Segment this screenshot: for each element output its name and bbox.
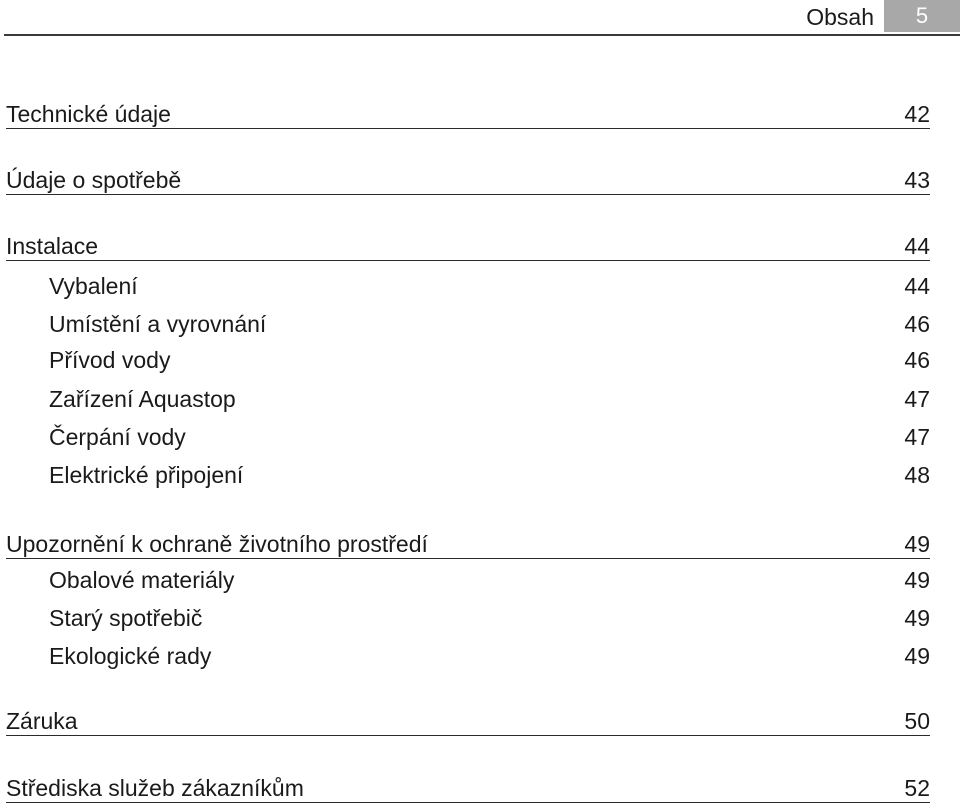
toc-item-title: Čerpání vody (49, 424, 186, 450)
toc-section-title: Záruka (6, 708, 78, 734)
toc-item-aquastop[interactable] (49, 385, 930, 413)
header-divider (4, 34, 960, 36)
toc-item-water-inlet[interactable] (49, 346, 930, 374)
toc-section-page: 42 (904, 101, 930, 127)
toc-section-page: 50 (904, 708, 930, 734)
toc-section-title: Údaje o spotřebě (6, 167, 182, 193)
toc-item-title: Vybalení (49, 273, 138, 299)
toc-section-page: 43 (904, 167, 930, 193)
header-title: Obsah (806, 4, 874, 30)
toc-section-page: 44 (904, 233, 930, 259)
toc-item-title: Umístění a vyrovnání (49, 311, 267, 337)
toc-item-title: Zařízení Aquastop (49, 386, 236, 412)
toc-section-page: 49 (904, 531, 930, 557)
toc-item-unpacking[interactable] (49, 272, 930, 300)
toc-item-packaging[interactable] (49, 566, 930, 594)
toc-item-old-appliance[interactable] (49, 604, 930, 632)
toc-section-technical-data[interactable] (6, 100, 930, 129)
toc-item-placement[interactable] (49, 310, 930, 338)
page-number-badge: 5 (884, 0, 960, 32)
toc-section-page: 52 (904, 775, 930, 801)
toc-item-title: Obalové materiály (49, 567, 235, 593)
toc-item-page: 49 (904, 643, 930, 669)
toc-item-title: Přívod vody (49, 347, 171, 373)
toc-section-environment[interactable] (6, 530, 930, 559)
toc-section-warranty[interactable] (6, 707, 930, 736)
toc-item-page: 49 (904, 605, 930, 631)
toc-item-page: 46 (904, 311, 930, 337)
toc-section-title: Upozornění k ochraně životního prostředí (6, 531, 428, 557)
toc-item-eco-tips[interactable] (49, 642, 930, 670)
toc-item-page: 47 (904, 424, 930, 450)
toc-item-page: 47 (904, 386, 930, 412)
toc-item-page: 48 (904, 462, 930, 488)
toc-item-page: 46 (904, 347, 930, 373)
toc-item-title: Starý spotřebič (49, 605, 203, 631)
toc-section-title: Střediska služeb zákazníkům (6, 775, 304, 801)
toc-item-title: Ekologické rady (49, 643, 212, 669)
toc-item-page: 44 (904, 273, 930, 299)
page-header (0, 0, 960, 36)
toc-item-electrical[interactable] (49, 461, 930, 489)
toc-item-title: Elektrické připojení (49, 462, 244, 488)
toc-section-installation[interactable] (6, 232, 930, 261)
toc-section-consumption[interactable] (6, 166, 930, 195)
toc-section-title: Instalace (6, 233, 99, 259)
toc-item-water-pumping[interactable] (49, 423, 930, 451)
toc-section-service-centers[interactable] (6, 774, 930, 803)
toc-item-page: 49 (904, 567, 930, 593)
toc-section-title: Technické údaje (6, 101, 171, 127)
